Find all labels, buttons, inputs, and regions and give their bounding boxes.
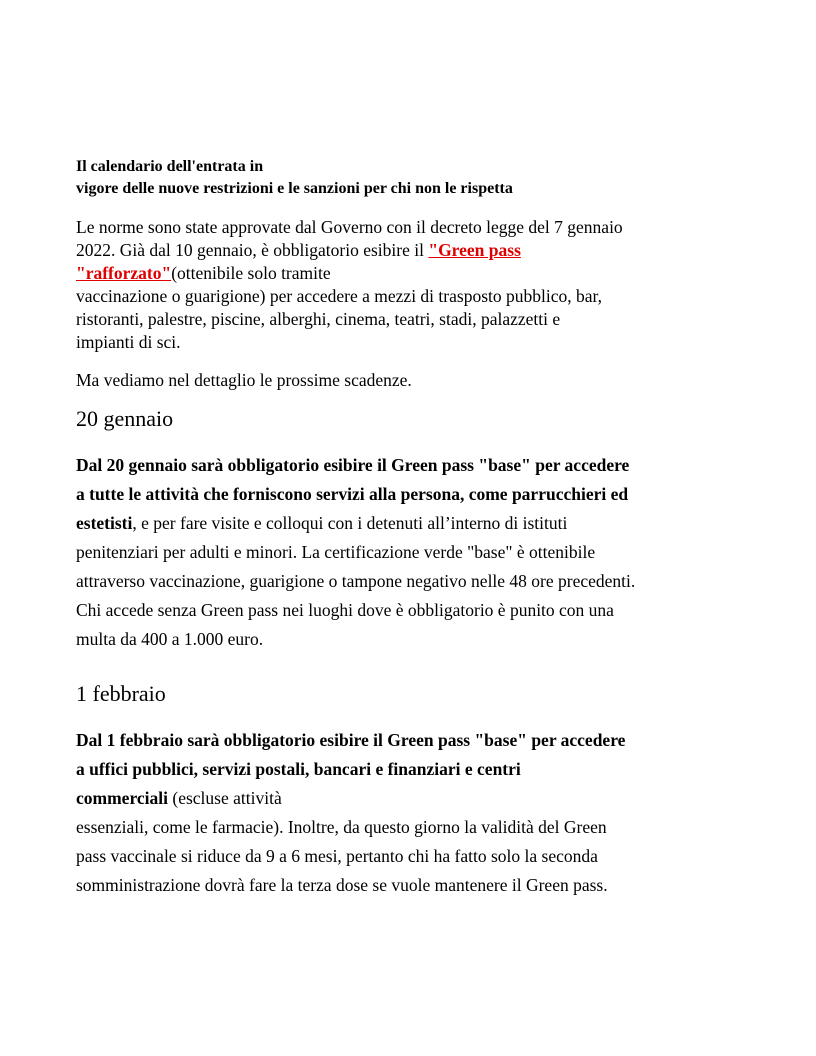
s1-bold-line-2: a tutte le attività che forniscono servizi alla persona, come parrucchieri ed xyxy=(76,484,629,504)
s2-line-6: somministrazione dovrà fare la terza dose se vuole mantenere il Green pass. xyxy=(76,875,608,895)
s1-line-6: Chi accede senza Green pass nei luoghi dove è obbligatorio è punito con una xyxy=(76,600,614,620)
s2-bold-line-1: Dal 1 febbraio sarà obbligatorio esibire il Green pass "base" per accedere xyxy=(76,730,626,750)
section-title-1-febbraio: 1 febbraio xyxy=(76,681,166,706)
s2-line-3: (escluse attività xyxy=(168,788,282,808)
s1-bold-line-1: Dal 20 gennaio sarà obbligatorio esibire il Green pass "base" per accedere xyxy=(76,455,630,475)
s2-line-4: essenziali, come le farmacie). Inoltre, da questo giorno la validità del Green xyxy=(76,817,607,837)
intro-line-2: 2022. Già dal 10 gennaio, è obbligatorio esibire il xyxy=(76,240,429,260)
heading-line-1: Il calendario dell'entrata in xyxy=(76,158,264,175)
s1-line-4: penitenziari per adulti e minori. La certificazione verde "base" è ottenibile xyxy=(76,542,596,562)
document-heading xyxy=(76,156,513,200)
intro-line-4: vaccinazione o guarigione) per accedere a mezzi di trasposto pubblico, bar, xyxy=(76,286,602,306)
intro-line-6: impianti di sci. xyxy=(76,332,181,352)
intro-line-1: Le norme sono state approvate dal Governo con il decreto legge del 7 gennaio xyxy=(76,217,623,237)
intro-paragraph xyxy=(76,216,623,354)
s1-bold-line-3: estetisti xyxy=(76,513,133,533)
s1-line-5: attraverso vaccinazione, guarigione o tampone negativo nelle 48 ore precedenti. xyxy=(76,571,636,591)
green-pass-link-part-2[interactable]: "rafforzato" xyxy=(76,263,172,283)
s1-line-3: , e per fare visite e colloqui con i detenuti all’interno di istituti xyxy=(132,513,568,533)
s1-line-7: multa da 400 a 1.000 euro. xyxy=(76,629,264,649)
s2-bold-line-3: commerciali xyxy=(76,788,168,808)
section-1-febbraio-text xyxy=(76,726,625,900)
intro-line-5: ristoranti, palestre, piscine, alberghi, cinema, teatri, stadi, palazzetti e xyxy=(76,309,561,329)
section-title-20-gennaio: 20 gennaio xyxy=(76,406,174,431)
detail-intro-paragraph: Ma vediamo nel dettaglio le prossime scadenze. xyxy=(76,370,412,390)
s2-bold-line-2: a uffici pubblici, servizi postali, bancari e finanziari e centri xyxy=(76,759,521,779)
s2-line-5: pass vaccinale si riduce da 9 a 6 mesi, pertanto chi ha fatto solo la seconda xyxy=(76,846,598,866)
heading-line-2: vigore delle nuove restrizioni e le sanzioni per chi non le rispetta xyxy=(76,180,513,197)
section-20-gennaio-text xyxy=(76,451,635,654)
green-pass-link-part-1[interactable]: "Green pass xyxy=(428,240,521,260)
intro-line-3: (ottenibile solo tramite xyxy=(171,263,331,283)
